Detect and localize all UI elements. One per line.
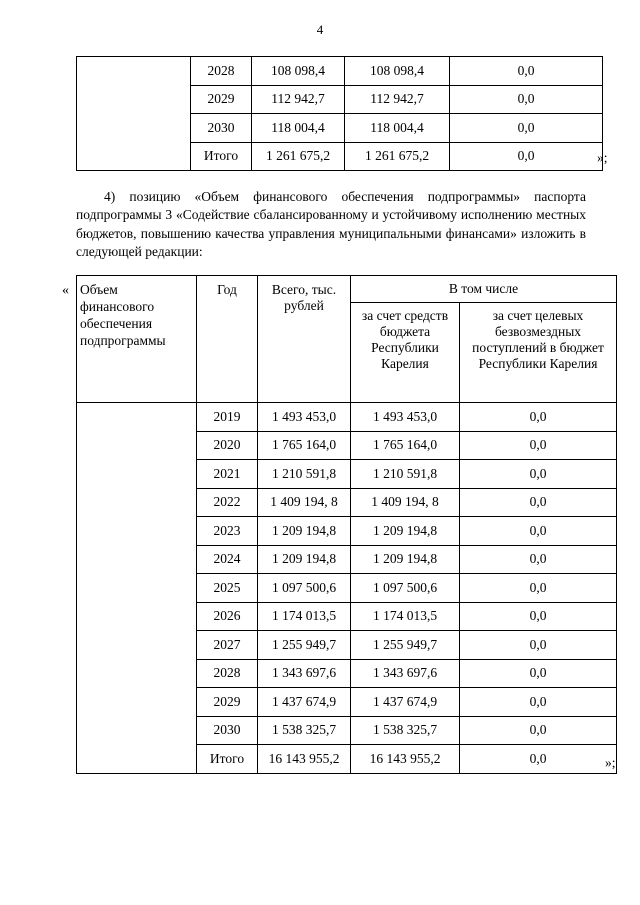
budget-cell: 1 097 500,6: [351, 574, 460, 603]
header-including: В том числе: [351, 276, 617, 303]
closing-quote-2: »;: [605, 755, 616, 770]
table-row: [77, 57, 603, 86]
total-cell: 1 209 194,8: [258, 545, 351, 574]
blank-label-cell: [77, 403, 197, 774]
year-cell: 2028: [191, 57, 252, 86]
budget-cell: 118 004,4: [345, 114, 450, 143]
budget-cell: 1 210 591,8: [351, 460, 460, 489]
grants-cell: 0,0: [450, 114, 603, 143]
header-budget: за счет средств бюджета Республики Карелия: [351, 303, 460, 403]
total-cell: 16 143 955,2: [258, 745, 351, 774]
budget-cell: 1 493 453,0: [351, 403, 460, 432]
total-cell: 1 210 591,8: [258, 460, 351, 489]
header-grants: за счет целевых безвозмездных поступлений в бюджет Республики Карелия: [460, 303, 617, 403]
budget-cell: 1 343 697,6: [351, 659, 460, 688]
total-cell: 1 174 013,5: [258, 602, 351, 631]
paragraph-text: 4) позицию «Объем финансового обеспечения подпрограммы» паспорта подпрограммы 3 «Содействие сбалансированному и устойчивому исполнению местных бюджетов, повышению качества управления муниципальными финансами» изложить в следующей редакции:: [76, 189, 586, 259]
year-cell: 2024: [197, 545, 258, 574]
budget-cell: 1 261 675,2: [345, 142, 450, 171]
total-cell: 1 261 675,2: [252, 142, 345, 171]
year-cell: 2028: [197, 659, 258, 688]
amendment-paragraph: [76, 188, 586, 261]
grants-cell: 0,0: [460, 574, 617, 603]
grants-cell: 0,0: [460, 602, 617, 631]
budget-cell: 1 209 194,8: [351, 545, 460, 574]
financing-table: [76, 275, 617, 774]
total-cell: 1 209 194,8: [258, 517, 351, 546]
header-year: Год: [197, 276, 258, 403]
grants-cell: 0,0: [460, 745, 617, 774]
total-cell: 1 255 949,7: [258, 631, 351, 660]
budget-cell: 1 209 194,8: [351, 517, 460, 546]
grants-cell: 0,0: [460, 631, 617, 660]
header-row: [77, 276, 617, 303]
table-row: [77, 403, 617, 432]
year-cell: 2030: [191, 114, 252, 143]
total-cell: 1 538 325,7: [258, 716, 351, 745]
total-cell: 1 437 674,9: [258, 688, 351, 717]
budget-cell: 16 143 955,2: [351, 745, 460, 774]
budget-cell: 1 409 194, 8: [351, 488, 460, 517]
grants-cell: 0,0: [460, 460, 617, 489]
grants-cell: 0,0: [460, 517, 617, 546]
blank-label-cell: [77, 57, 191, 171]
closing-quote-1: »;: [597, 150, 608, 165]
total-cell: 1 097 500,6: [258, 574, 351, 603]
budget-cell: 108 098,4: [345, 57, 450, 86]
year-cell: Итого: [191, 142, 252, 171]
opening-quote: «: [62, 283, 69, 298]
year-cell: 2020: [197, 431, 258, 460]
total-cell: 1 409 194, 8: [258, 488, 351, 517]
year-cell: 2030: [197, 716, 258, 745]
grants-cell: 0,0: [460, 488, 617, 517]
grants-cell: 0,0: [450, 85, 603, 114]
grants-cell: 0,0: [460, 545, 617, 574]
year-cell: 2019: [197, 403, 258, 432]
page-number: 4: [316, 22, 324, 37]
grants-cell: 0,0: [460, 716, 617, 745]
year-cell: 2025: [197, 574, 258, 603]
budget-cell: 112 942,7: [345, 85, 450, 114]
grants-cell: 0,0: [460, 431, 617, 460]
grants-cell: 0,0: [460, 659, 617, 688]
budget-cell: 1 255 949,7: [351, 631, 460, 660]
total-cell: 108 098,4: [252, 57, 345, 86]
budget-cell: 1 437 674,9: [351, 688, 460, 717]
year-cell: 2029: [197, 688, 258, 717]
total-cell: 1 343 697,6: [258, 659, 351, 688]
grants-cell: 0,0: [460, 403, 617, 432]
budget-cell: 1 538 325,7: [351, 716, 460, 745]
year-cell: Итого: [197, 745, 258, 774]
year-cell: 2023: [197, 517, 258, 546]
grants-cell: 0,0: [450, 142, 603, 171]
grants-cell: 0,0: [460, 688, 617, 717]
total-cell: 112 942,7: [252, 85, 345, 114]
year-cell: 2029: [191, 85, 252, 114]
year-cell: 2026: [197, 602, 258, 631]
financing-table-continued: [76, 56, 603, 171]
budget-cell: 1 765 164,0: [351, 431, 460, 460]
year-cell: 2022: [197, 488, 258, 517]
total-cell: 1 765 164,0: [258, 431, 351, 460]
year-cell: 2027: [197, 631, 258, 660]
header-label: Объем финансового обеспечения подпрограммы: [77, 276, 197, 403]
year-cell: 2021: [197, 460, 258, 489]
grants-cell: 0,0: [450, 57, 603, 86]
budget-cell: 1 174 013,5: [351, 602, 460, 631]
header-total: Всего, тыс. рублей: [258, 276, 351, 403]
total-cell: 118 004,4: [252, 114, 345, 143]
total-cell: 1 493 453,0: [258, 403, 351, 432]
